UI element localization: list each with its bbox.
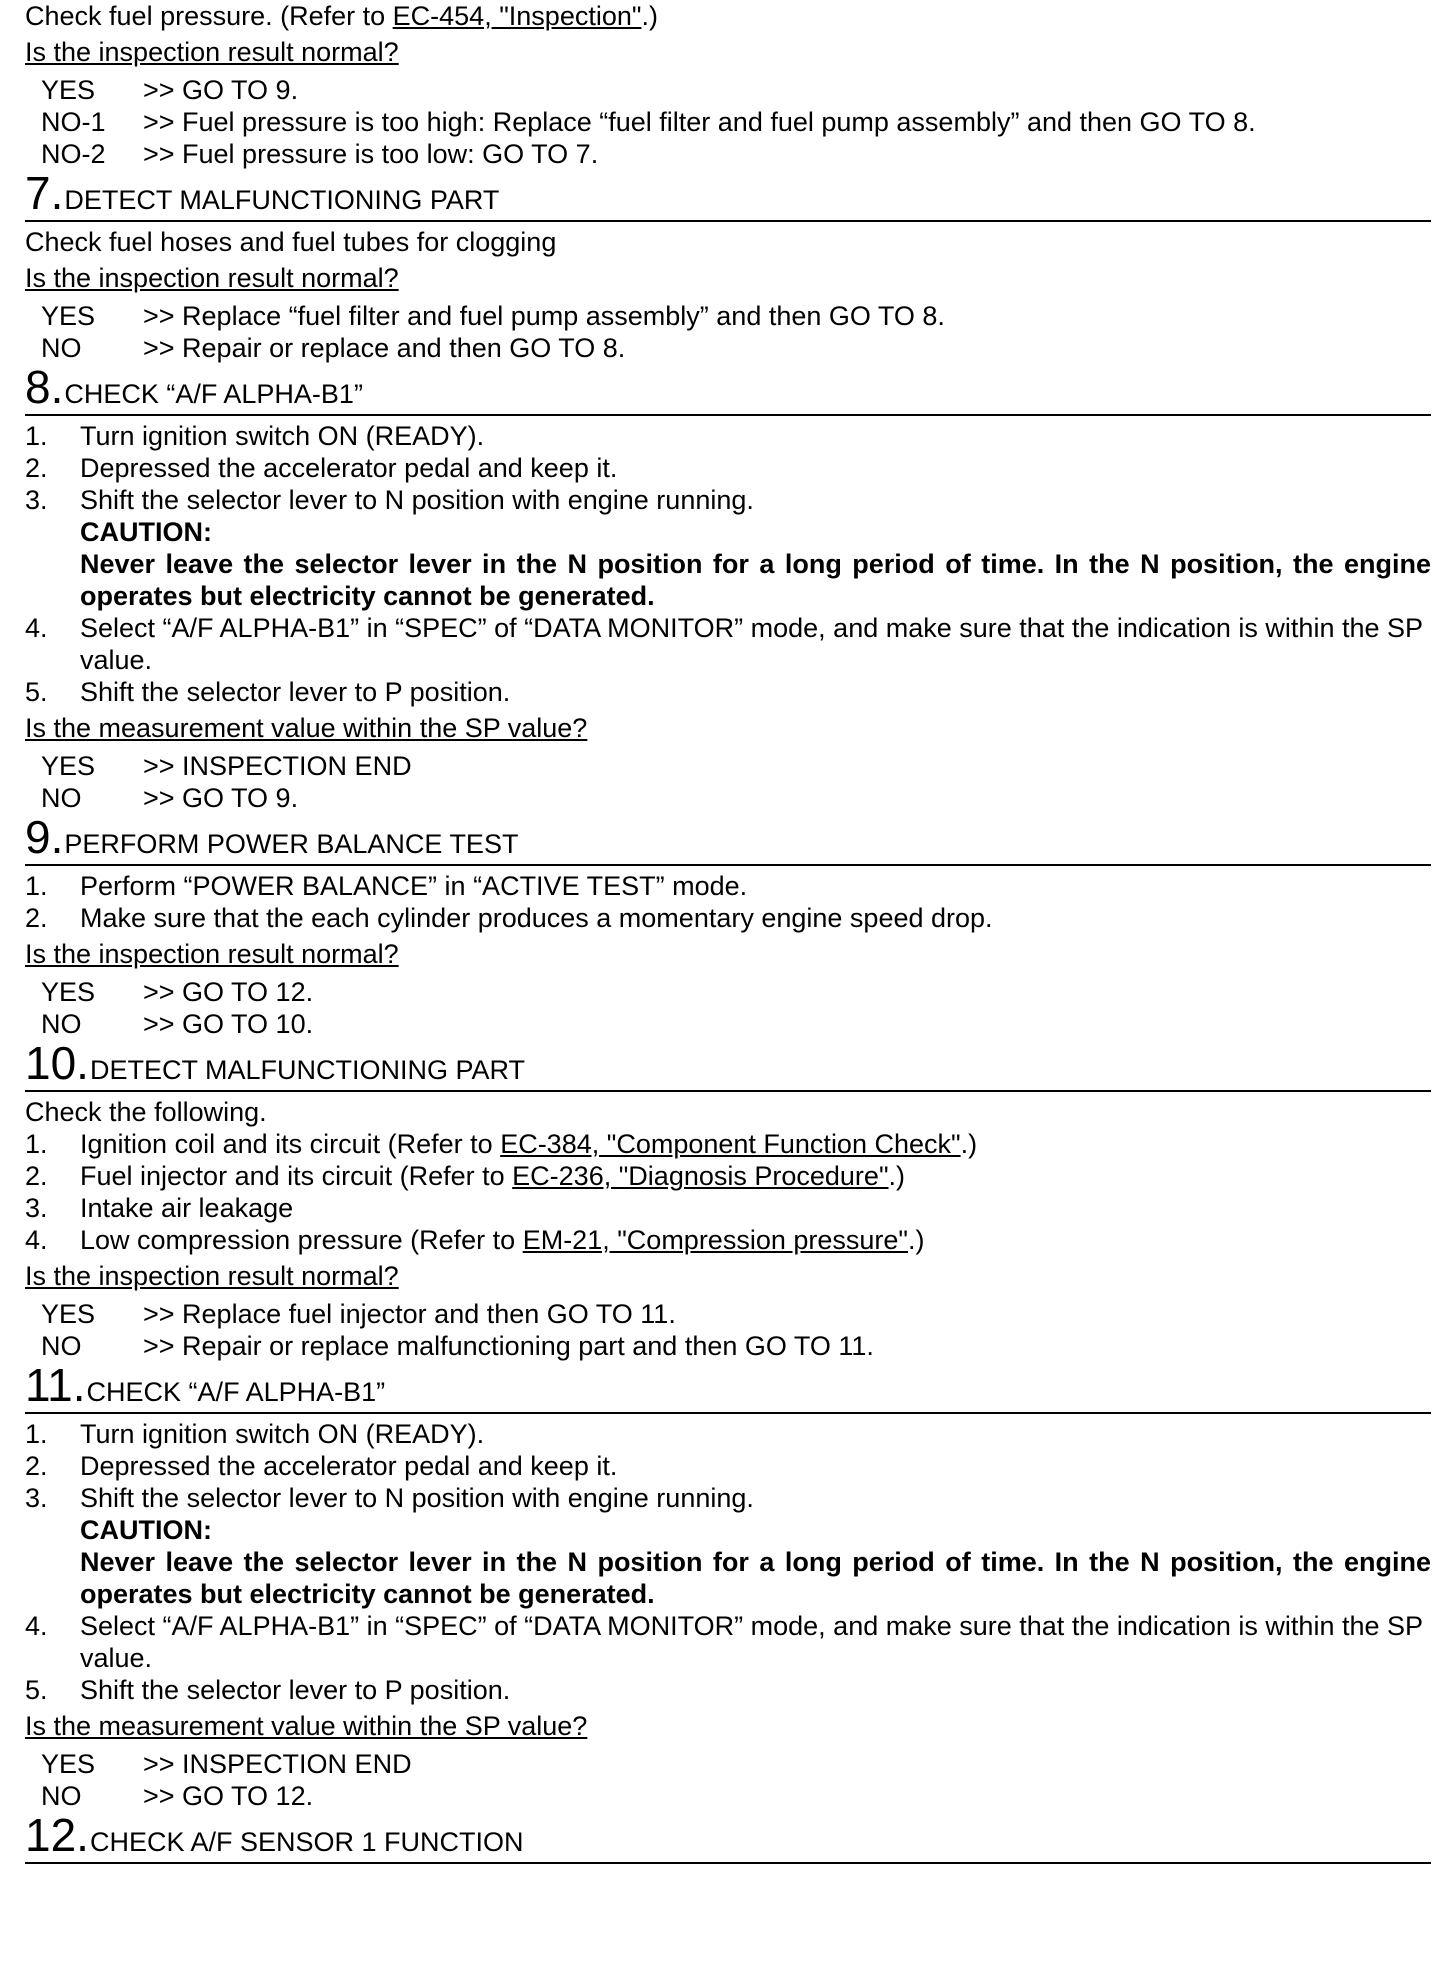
list-item [25,1418,1431,1450]
result-row [25,74,1431,106]
step-number: 8 [25,361,51,413]
item-number: 2. [25,1161,48,1191]
text: .) [960,1129,978,1159]
item-text: Shift the selector lever to P position. [80,1675,511,1705]
step-title: DETECT MALFUNCTIONING PART [89,1055,525,1085]
result-label: NO [41,1781,82,1811]
item-text: Select “A/F ALPHA-B1” in “SPEC” of “DATA MONITOR” mode, and make sure that the indication is within the SP value. [80,1611,1423,1673]
list-item [25,676,1431,708]
item-text: Shift the selector lever to P position. [80,677,511,707]
list-item [25,1482,1431,1514]
item-text: Make sure that the each cylinder produces a momentary engine speed drop. [80,903,993,933]
item-number: 4. [25,613,48,643]
caution-text: Never leave the selector lever in the N position for a long period of time. In the N position, the engine operates but electricity cannot be generated. [80,549,1431,611]
result-text: >> INSPECTION END [143,1749,412,1779]
result-row [25,332,1431,364]
item-text: Turn ignition switch ON (READY). [80,1419,485,1449]
result-row [25,300,1431,332]
question: Is the inspection result normal? [25,263,399,293]
result-row [25,750,1431,782]
item-text: Perform “POWER BALANCE” in “ACTIVE TEST” mode. [80,871,748,901]
result-text: >> GO TO 12. [143,1781,314,1811]
question: Is the inspection result normal? [25,37,399,67]
item-number: 5. [25,677,48,707]
step-11-heading [25,1359,1431,1414]
step-title: PERFORM POWER BALANCE TEST [64,829,519,859]
step-number: 9 [25,811,51,863]
result-label: YES [41,751,96,781]
item-number: 2. [25,903,48,933]
list-item [25,1128,1431,1160]
text: Fuel injector and its circuit (Refer to [80,1161,513,1191]
caution-label: CAUTION: [80,1515,212,1545]
step-title: DETECT MALFUNCTIONING PART [64,185,500,215]
caution-text: Never leave the selector lever in the N position for a long period of time. In the N position, the engine operates but electricity cannot be generated. [80,1547,1431,1609]
question: Is the measurement value within the SP value? [25,713,588,743]
list-item [25,452,1431,484]
item-number: 5. [25,1675,48,1705]
result-label: NO [41,1331,82,1361]
question: Is the measurement value within the SP value? [25,1711,588,1741]
step-body: Check fuel hoses and fuel tubes for clogging [25,227,557,257]
caution-label: CAUTION: [80,517,212,547]
item-text [80,1128,1431,1160]
list-item [25,902,1431,934]
result-label: NO [41,1009,82,1039]
result-label: YES [41,977,96,1007]
item-text: Turn ignition switch ON (READY). [80,421,485,451]
result-label: NO-1 [41,107,106,137]
text: .) [908,1225,925,1255]
item-text: Select “A/F ALPHA-B1” in “SPEC” of “DATA MONITOR” mode, and make sure that the indication is within the SP value. [80,613,1423,675]
item-text [80,1224,1431,1256]
step-title: CHECK “A/F ALPHA-B1” [86,1377,386,1407]
step-12-heading [25,1809,1431,1864]
result-text: >> Repair or replace malfunctioning part and then GO TO 11. [143,1331,874,1361]
result-row [25,1780,1431,1812]
item-text: Shift the selector lever to N position with engine running. [80,1483,754,1513]
result-label: NO [41,333,82,363]
item-number: 3. [25,485,48,515]
step-9-heading [25,811,1431,866]
result-text: >> Repair or replace and then GO TO 8. [143,333,626,363]
result-label: YES [41,1299,96,1329]
ref-link-ec-384[interactable]: EC-384, "Component Function Check" [500,1129,961,1159]
list-item [25,1224,1431,1256]
list-item [25,1674,1431,1706]
item-text: Intake air leakage [80,1193,294,1223]
item-text: Depressed the accelerator pedal and keep it. [80,1451,618,1481]
question: Is the inspection result normal? [25,939,399,969]
item-number: 3. [25,1483,48,1513]
result-text: >> GO TO 9. [143,783,299,813]
result-row [25,106,1431,138]
result-label: YES [41,1749,96,1779]
text: .) [888,1161,906,1191]
text: Check fuel pressure. (Refer to [25,1,393,31]
text: Low compression pressure (Refer to [80,1225,523,1255]
result-text: >> GO TO 10. [143,1009,314,1039]
ref-link-em-21[interactable]: EM-21, "Compression pressure" [522,1225,908,1255]
item-number: 1. [25,421,48,451]
result-text: >> GO TO 9. [143,75,299,105]
item-number: 2. [25,1451,48,1481]
result-row [25,1298,1431,1330]
step-number: 12 [25,1809,77,1861]
item-text: Shift the selector lever to N position with engine running. [80,485,754,515]
step-number: 11 [25,1359,73,1411]
item-number: 4. [25,1225,48,1255]
result-label: NO-2 [41,139,106,169]
list-item [25,1160,1431,1192]
result-row [25,1330,1431,1362]
item-number: 1. [25,1129,48,1159]
text: Ignition coil and its circuit (Refer to [80,1129,501,1159]
item-number: 1. [25,871,48,901]
result-label: YES [41,75,96,105]
step-body: Check the following. [25,1097,267,1127]
item-number: 3. [25,1193,48,1223]
result-text: >> Replace “fuel filter and fuel pump assembly” and then GO TO 8. [143,301,945,331]
list-item [25,484,1431,516]
result-text: >> GO TO 12. [143,977,314,1007]
list-item [25,1450,1431,1482]
step-dot: . [50,167,64,219]
result-label: YES [41,301,96,331]
step-title: CHECK “A/F ALPHA-B1” [64,379,363,409]
step-dot: . [76,1037,89,1089]
result-text: >> INSPECTION END [143,751,412,781]
fuel-pressure-check-line [25,0,1431,32]
step-dot: . [76,1809,89,1861]
item-number: 1. [25,1419,48,1449]
ref-link-ec-236[interactable]: EC-236, "Diagnosis Procedure" [512,1161,889,1191]
step-10-heading [25,1037,1431,1092]
result-row [25,138,1431,170]
step-number: 7 [25,167,51,219]
list-item [25,1192,1431,1224]
step-dot: . [50,811,64,863]
text: .) [641,1,658,31]
list-item [25,1610,1431,1674]
result-row [25,782,1431,814]
step-7-heading [25,167,1431,222]
result-text: >> Fuel pressure is too low: GO TO 7. [143,139,599,169]
result-row [25,976,1431,1008]
result-text: >> Fuel pressure is too high: Replace “fuel filter and fuel pump assembly” and then GO TO 8. [143,107,1256,137]
list-item [25,870,1431,902]
item-text: Depressed the accelerator pedal and keep it. [80,453,618,483]
result-text: >> Replace fuel injector and then GO TO 11. [143,1299,676,1329]
result-label: NO [41,783,82,813]
result-row [25,1748,1431,1780]
step-dot: . [50,361,64,413]
item-number: 2. [25,453,48,483]
item-text [80,1160,1431,1192]
list-item [25,420,1431,452]
ref-link-ec-454[interactable]: EC-454, "Inspection" [392,1,642,31]
step-8-heading [25,361,1431,416]
step-number: 10 [25,1037,77,1089]
step-dot: . [72,1359,86,1411]
step-title: CHECK A/F SENSOR 1 FUNCTION [89,1827,524,1857]
list-item [25,612,1431,676]
result-row [25,1008,1431,1040]
item-number: 4. [25,1611,48,1641]
question: Is the inspection result normal? [25,1261,399,1291]
